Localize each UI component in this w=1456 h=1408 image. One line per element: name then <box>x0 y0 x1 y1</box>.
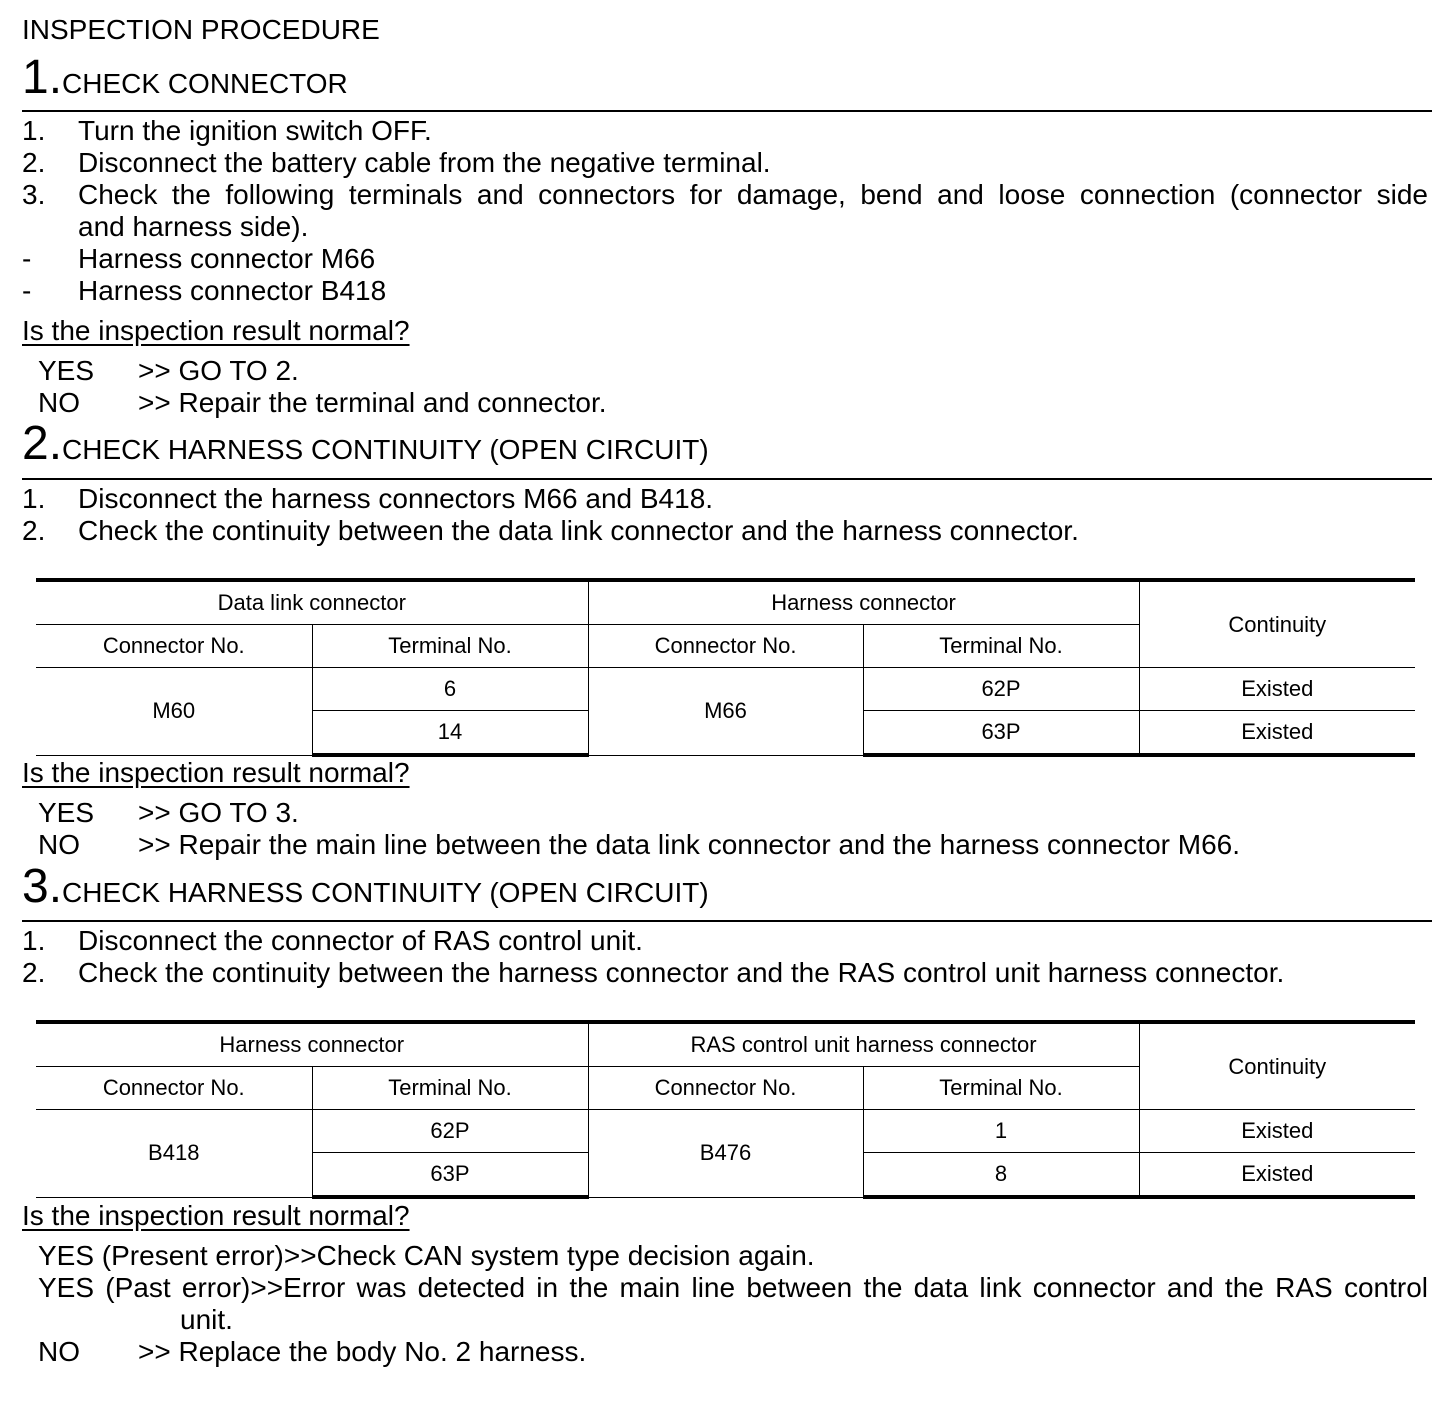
step-1-question: Is the inspection result normal? <box>22 315 410 346</box>
step-1-item-3-continued: and harness side). <box>78 211 309 242</box>
answer-text: >>Check CAN system type decision again. <box>283 1240 815 1271</box>
step-1-item-5: Harness connector B418 <box>78 275 387 306</box>
table-column-header: Continuity <box>1139 580 1415 668</box>
step-3-title: CHECK HARNESS CONTINUITY (OPEN CIRCUIT) <box>62 877 709 908</box>
table-cell: M60 <box>36 668 312 756</box>
step-2-item-2-number: 2. <box>22 515 46 546</box>
step-2-answer-yes: >> GO TO 3. <box>138 797 299 828</box>
table-cell: Existed <box>1139 1110 1415 1153</box>
step-3-continuity-table <box>36 1020 1415 1199</box>
step-1-answer-no-label: NO <box>38 387 80 418</box>
table-cell: Existed <box>1139 1153 1415 1198</box>
table-column-header: Terminal No. <box>863 1067 1139 1110</box>
table-column-header: Connector No. <box>36 625 312 668</box>
step-2-number: 2. <box>22 417 63 470</box>
table-group-header: RAS control unit harness connector <box>588 1022 1139 1067</box>
table-column-header: Connector No. <box>36 1067 312 1110</box>
table-cell: 14 <box>312 711 588 756</box>
step-1-item-2: Disconnect the battery cable from the negative terminal. <box>78 147 771 178</box>
step-3-answer-no: >> Replace the body No. 2 harness. <box>138 1336 587 1367</box>
step-2-rule <box>22 478 1432 480</box>
step-2-item-1-number: 1. <box>22 483 46 514</box>
table-group-header: Harness connector <box>36 1022 588 1067</box>
step-1-answer-no: >> Repair the terminal and connector. <box>138 387 607 418</box>
table-cell: 62P <box>863 668 1139 711</box>
table-cell: B418 <box>36 1110 312 1198</box>
step-2-question: Is the inspection result normal? <box>22 757 410 788</box>
step-1-item-3-number: 3. <box>22 179 46 210</box>
table-cell: Existed <box>1139 668 1415 711</box>
step-2-heading <box>22 418 709 470</box>
step-1-answer-yes-label: YES <box>38 355 95 386</box>
table-group-header: Data link connector <box>36 580 588 625</box>
step-3-item-2: Check the continuity between the harness connector and the RAS control unit harness connector. <box>78 957 1285 988</box>
procedure-title: INSPECTION PROCEDURE <box>22 14 380 45</box>
table-cell: B476 <box>588 1110 863 1198</box>
step-1-title: CHECK CONNECTOR <box>62 68 348 99</box>
table-column-header: Connector No. <box>588 1067 863 1110</box>
step-1-item-2-number: 2. <box>22 147 46 178</box>
step-1-number: 1. <box>22 51 63 104</box>
table-group-header: Harness connector <box>588 580 1139 625</box>
step-3-item-2-number: 2. <box>22 957 46 988</box>
step-3-item-1-number: 1. <box>22 925 46 956</box>
step-3-answer-past-error-continued: unit. <box>180 1304 233 1335</box>
step-2-continuity-table <box>36 578 1415 757</box>
step-1-answer-yes: >> GO TO 2. <box>138 355 299 386</box>
step-3-answer-past-error <box>38 1272 1428 1304</box>
step-2-item-1: Disconnect the harness connectors M66 and B418. <box>78 483 714 514</box>
step-3-item-1: Disconnect the connector of RAS control unit. <box>78 925 643 956</box>
table-cell: 63P <box>863 711 1139 756</box>
step-1-rule <box>22 110 1432 112</box>
answer-label: YES (Present error) <box>38 1240 284 1271</box>
table-column-header: Terminal No. <box>312 1067 588 1110</box>
step-3-number: 3. <box>22 860 63 913</box>
table-cell: 1 <box>863 1110 1139 1153</box>
answer-label: YES (Past error) <box>38 1272 251 1303</box>
step-3-heading <box>22 861 709 913</box>
step-2-answer-no: >> Repair the main line between the data link connector and the harness connector M66. <box>138 829 1241 860</box>
step-2-answer-no-label: NO <box>38 829 80 860</box>
step-2-title: CHECK HARNESS CONTINUITY (OPEN CIRCUIT) <box>62 434 709 465</box>
step-3-question: Is the inspection result normal? <box>22 1200 410 1231</box>
table-column-header: Terminal No. <box>312 625 588 668</box>
answer-text: >>Error was detected in the main line between the data link connector and the RAS control <box>250 1272 1428 1303</box>
step-1-item-5-bullet: - <box>22 275 32 306</box>
table-cell: Existed <box>1139 711 1415 756</box>
table-column-header: Continuity <box>1139 1022 1415 1110</box>
table-cell: M66 <box>588 668 863 756</box>
table-cell: 6 <box>312 668 588 711</box>
step-1-item-4-bullet: - <box>22 243 32 274</box>
table-column-header: Terminal No. <box>863 625 1139 668</box>
step-1-item-1-number: 1. <box>22 115 46 146</box>
step-3-answer-present-error <box>38 1240 815 1272</box>
step-2-item-2: Check the continuity between the data link connector and the harness connector. <box>78 515 1079 546</box>
table-cell: 8 <box>863 1153 1139 1198</box>
table-column-header: Connector No. <box>588 625 863 668</box>
step-3-rule <box>22 920 1432 922</box>
table-cell: 62P <box>312 1110 588 1153</box>
table-cell: 63P <box>312 1153 588 1198</box>
step-2-answer-yes-label: YES <box>38 797 95 828</box>
step-1-item-3: Check the following terminals and connectors for damage, bend and loose connection (connector side <box>78 179 1428 210</box>
step-1-item-4: Harness connector M66 <box>78 243 376 274</box>
step-1-heading <box>22 52 348 104</box>
step-3-answer-no-label: NO <box>38 1336 80 1367</box>
step-1-item-1: Turn the ignition switch OFF. <box>78 115 432 146</box>
